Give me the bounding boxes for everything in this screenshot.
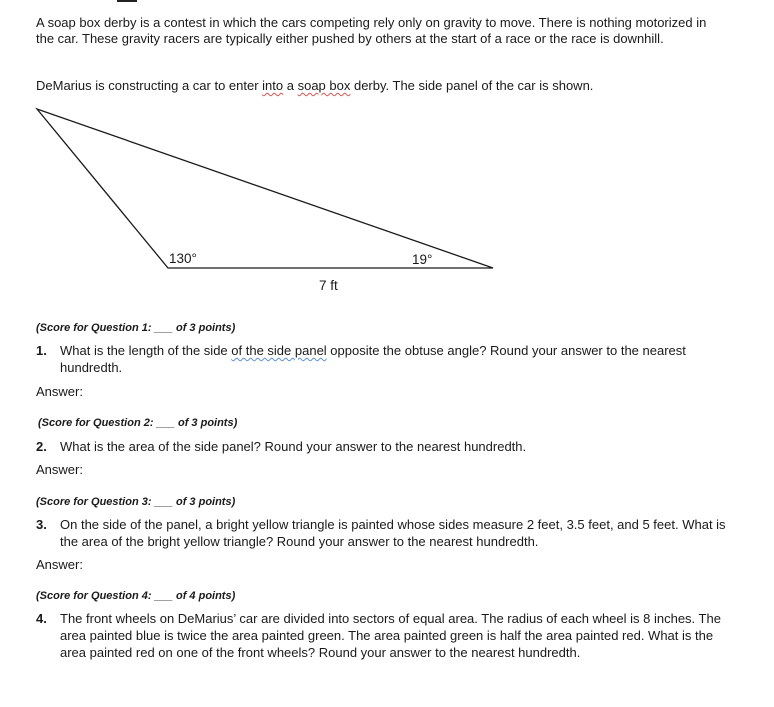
answer-label-2: Answer: [36,462,83,477]
question-4-text: The front wheels on DeMarius’ car are divided into sectors of equal area. The radius of each wheel is 8 inches. The area painted blue is twice the area painted green. The area painted green is half the area painted red. What is the area painted red on one of the front wheels? Round your answer to the nearest hundredth. [60,611,721,660]
question-1-text-start: What is the length of the side [60,343,232,358]
question-4 [36,610,726,661]
obtuse-angle-label: 130° [169,251,197,266]
context-text-a: a [283,78,298,93]
question-1-text-end: opposite the obtuse angle? Round your answer to the nearest hundredth. [60,343,686,375]
acute-angle-label: 19° [412,252,433,267]
question-2-number: 2. [36,439,47,454]
intro-paragraph: A soap box derby is a contest in which the cars competing rely only on gravity to move. There is nothing motorized in the car. These gravity racers are typically either pushed by others at the start of a race or the race is downhill. [36,15,707,46]
question-2 [36,438,726,455]
score-question-2: (Score for Question 2: ___ of 3 points) [38,417,238,429]
answer-label-1: Answer: [36,384,83,399]
answer-label-3: Answer: [36,557,83,572]
question-4-number: 4. [36,611,47,626]
question-1-number: 1. [36,343,47,358]
spelling-flag-soap-box: soap box [297,78,351,93]
side-panel-triangle [37,109,493,268]
grammar-flag-side-panel: of the side panel [231,343,327,358]
question-3-number: 3. [36,517,47,532]
base-side-label: 7 ft [319,278,338,293]
side-panel-triangle-figure [0,0,774,310]
question-3 [36,516,726,550]
context-text-start: DeMarius is constructing a car to enter [36,78,263,93]
question-1 [36,342,726,376]
grammar-flag-into: into [262,78,284,93]
question-3-text: On the side of the panel, a bright yellow triangle is painted whose sides measure 2 feet, 3.5 feet, and 5 feet. What is the area of the bright yellow triangle? Round your answer to the nearest hundredth. [60,517,726,549]
score-question-1: (Score for Question 1: ___ of 3 points) [36,322,236,334]
context-text-end: derby. The side panel of the car is shown. [350,78,594,93]
score-question-4: (Score for Question 4: ___ of 4 points) [36,590,236,602]
question-2-text: What is the area of the side panel? Round your answer to the nearest hundredth. [60,439,527,454]
score-question-3: (Score for Question 3: ___ of 3 points) [36,496,236,508]
question-1-text [60,342,726,376]
